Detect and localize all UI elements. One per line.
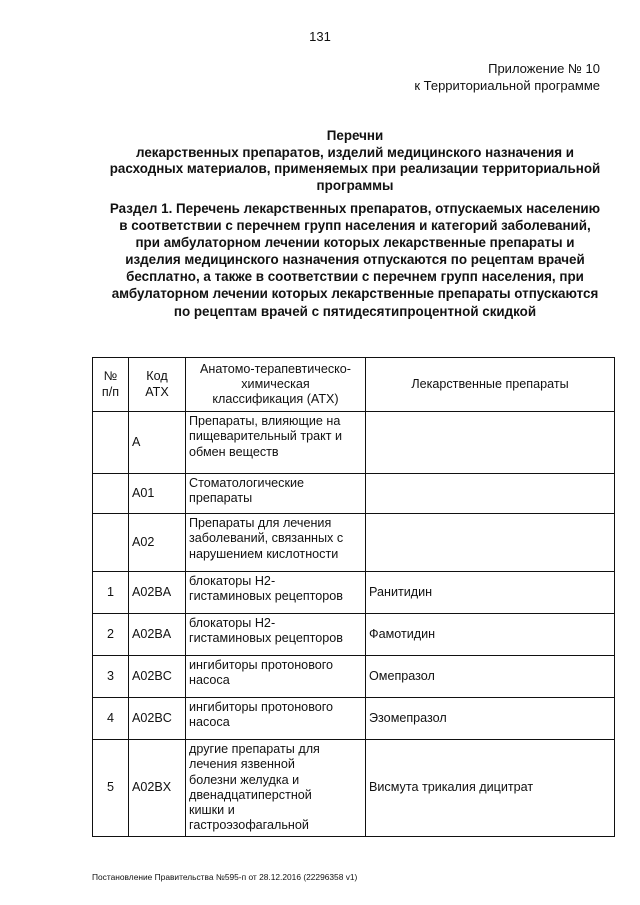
cell-num: 2: [93, 614, 129, 656]
cell-code: А01: [129, 474, 186, 514]
cell-code: A02BC: [129, 656, 186, 698]
section-line: изделия медицинского назначения отпускаются по рецептам врачей: [125, 252, 585, 268]
table-row: [93, 698, 615, 740]
cell-atc: ингибиторы протонового насоса: [186, 698, 366, 740]
document-title: [88, 128, 622, 194]
cell-code: A02BC: [129, 698, 186, 740]
cell-atc: ингибиторы протонового насоса: [186, 656, 366, 698]
title-line: лекарственных препаратов, изделий медицинского назначения и: [136, 144, 574, 160]
cell-atc: блокаторы Н2- гистаминовых рецепторов: [186, 572, 366, 614]
cell-num: [93, 474, 129, 514]
title-line: расходных материалов, применяемых при реализации территориальной: [109, 161, 601, 176]
cell-code: А02: [129, 514, 186, 572]
section-heading: [88, 200, 622, 320]
table-row: [93, 514, 615, 572]
header-num: № п/п: [93, 358, 129, 412]
cell-atc: Препараты, влияющие на пищеварительный тракт и обмен веществ: [186, 412, 366, 474]
cell-num: [93, 412, 129, 474]
cell-code: A02BA: [129, 572, 186, 614]
cell-atc: блокаторы Н2- гистаминовых рецепторов: [186, 614, 366, 656]
cell-code: A02BX: [129, 740, 186, 837]
cell-drug: [366, 474, 615, 514]
header-code: Код АТХ: [129, 358, 186, 412]
table-row: [93, 412, 615, 474]
cell-atc: другие препараты для лечения язвенной болезни желудка и двенадцатиперстной кишки и гастроэзофагальной: [186, 740, 366, 837]
table-row: [93, 740, 615, 837]
drug-table: [92, 357, 615, 837]
cell-drug: [366, 514, 615, 572]
header-atc: Анатомо-терапевтическо- химическая классификация (АТХ): [186, 358, 366, 412]
appendix-line: Приложение № 10: [488, 61, 600, 76]
cell-num: [93, 514, 129, 572]
cell-num: 3: [93, 656, 129, 698]
cell-code: A02BA: [129, 614, 186, 656]
cell-drug: [366, 412, 615, 474]
table-row: [93, 474, 615, 514]
title-line: Перечни: [326, 128, 384, 143]
table-row: [93, 572, 615, 614]
cell-drug: Омепразол: [366, 656, 615, 698]
cell-num: 4: [93, 698, 129, 740]
table-header-row: [93, 358, 615, 412]
section-line: в соответствии с перечнем групп населения и категорий заболеваний,: [119, 218, 591, 234]
header-drug: Лекарственные препараты: [366, 358, 615, 412]
table-row: [93, 614, 615, 656]
cell-drug: Ранитидин: [366, 572, 615, 614]
appendix-caption: [414, 60, 600, 94]
section-line: по рецептам врачей с пятидесятипроцентной скидкой: [173, 303, 537, 319]
cell-drug: Висмута трикалия дицитрат: [366, 740, 615, 837]
page-number: 131: [309, 29, 331, 44]
cell-atc: Препараты для лечения заболеваний, связанных с нарушением кислотности: [186, 514, 366, 572]
cell-drug: Эзомепразол: [366, 698, 615, 740]
section-line: бесплатно, а также в соответствии с перечнем групп населения, при: [126, 269, 584, 285]
table-row: [93, 656, 615, 698]
section-line: Раздел 1. Перечень лекарственных препаратов, отпускаемых населению: [109, 201, 601, 216]
cell-num: 1: [93, 572, 129, 614]
cell-atc: Стоматологические препараты: [186, 474, 366, 514]
page-footer: Постановление Правительства №595-п от 28.12.2016 (22296358 v1): [92, 872, 358, 882]
cell-num: 5: [93, 740, 129, 837]
section-line: амбулаторном лечении которых лекарственные препараты отпускаются: [111, 286, 599, 302]
appendix-line: к Территориальной программе: [414, 78, 600, 93]
title-line: программы: [316, 177, 394, 193]
cell-code: А: [129, 412, 186, 474]
section-line: при амбулаторном лечении которых лекарственные препараты и: [135, 235, 575, 251]
cell-drug: Фамотидин: [366, 614, 615, 656]
